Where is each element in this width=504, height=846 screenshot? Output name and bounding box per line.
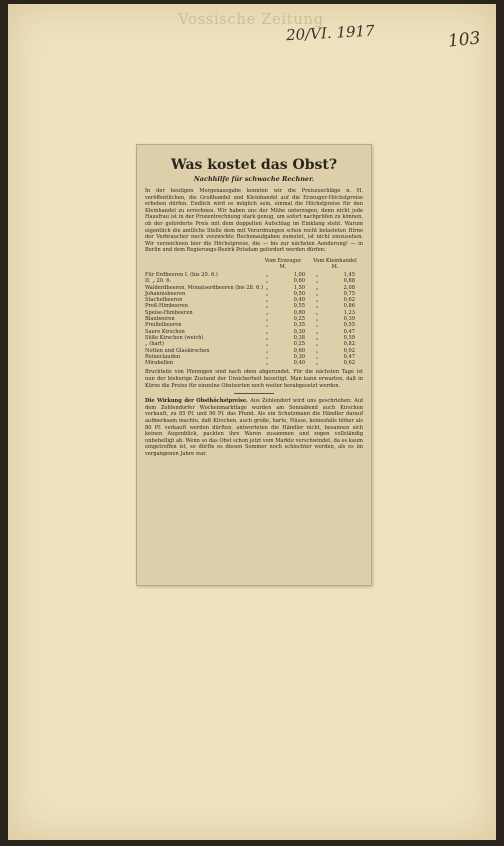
producer-price: 0,25: [293, 316, 305, 323]
producer-price: 0,55: [293, 303, 305, 310]
producer-price: 0,38: [293, 334, 305, 341]
handwritten-page-number: 103: [447, 28, 482, 52]
fruit-name: Preß-Himbeeren: [145, 303, 188, 310]
retail-column-header: Vom Kleinhandel M.: [313, 257, 357, 270]
retail-price: 0,62: [343, 360, 355, 367]
producer-price: 0,60: [293, 347, 305, 354]
retail-price: 0,88: [343, 278, 355, 285]
section-title: Die Wirkung der Obsthöchstpreise.: [145, 398, 248, 405]
retail-price: 0,55: [343, 322, 355, 329]
newspaper-masthead: Vossische Zeitung: [178, 10, 324, 28]
ditto-mark: „: [265, 360, 269, 367]
ditto-mark: „: [315, 322, 319, 329]
retail-price: 0,75: [343, 290, 355, 297]
price-table-body: [145, 272, 363, 366]
ditto-mark: „: [265, 284, 269, 291]
newspaper-clipping: [136, 144, 372, 586]
retail-price: 0,92: [343, 347, 355, 354]
ditto-mark: „: [265, 347, 269, 354]
ditto-mark: „: [265, 322, 269, 329]
fruit-name: Notten und Glaskirschen: [145, 347, 210, 354]
ditto-mark: „: [265, 290, 269, 297]
producer-price: 0,25: [293, 341, 305, 348]
price-row: [145, 360, 363, 366]
producer-price: 1,50: [293, 284, 305, 291]
price-table-header: [145, 258, 361, 270]
ditto-mark: „: [265, 328, 269, 335]
article-subheadline: Nachhilfe für schwache Rechner.: [193, 175, 315, 183]
producer-price: 0,30: [293, 328, 305, 335]
fruit-name: Mirabellen: [145, 360, 174, 367]
ditto-mark: „: [315, 309, 319, 316]
price-table: [145, 272, 363, 366]
section-divider: [234, 393, 274, 394]
section-text: Aus Zehlendorf wird uns geschrieben: Auf dem Zehlendorfer Wochenmarkttage wurden am Sonnabend auch Kirschen verkauft, zu 85 Pf. und 90 Pf. das Pfund. Als ein Schutzmann die Händler darauf aufmerksam machte, daß Kirschen, auch große, harte, Nüsse, keinesfalls höher als 80 Pf. verkauft werden dürften, antworteten die Händler nicht, besannen sich keinen Augenblick, packten ihre Waren zusammen und zogen vollständig unbehelligt ab. Wenn so das Obst schon jetzt vom Markte verschwindet, da es kaum eingetroffen ist, so dürfte es diesen Sommer noch schlechter werden, als es im vergangenen Jahre war.: [145, 398, 364, 457]
retail-price: 0,59: [343, 334, 355, 341]
producer-price: 0,50: [293, 290, 305, 297]
fruit-name: Für Erdbeeren I. (bis 20. 6.): [145, 271, 218, 278]
producer-price: 0,80: [293, 309, 305, 316]
article-section: [145, 398, 363, 457]
producer-price: 0,40: [293, 360, 305, 367]
ditto-mark: „: [265, 334, 269, 341]
retail-price: 0,82: [343, 341, 355, 348]
ditto-mark: „: [265, 316, 269, 323]
fruit-name: Walderdbeeren, Monatserdbeeren (bis 28. 6.): [145, 284, 263, 291]
ditto-mark: „: [315, 290, 319, 297]
ditto-mark: „: [265, 303, 269, 310]
fruit-name: Blaubeeren: [145, 316, 175, 323]
producer-price: 0,40: [293, 297, 305, 304]
article-after-table: Bruchteile von Pfennigen sind nach oben abgerundet. Für die nächsten Tage ist nun der bisherige Zustand der Unsicherheit beseitigt. Man kann erwarten, daß in Kürze die Preise für einzelne Obstsorten noch weiter herabgesetzt werden.: [145, 369, 363, 389]
fruit-name: II. „ 20. 6.: [145, 278, 172, 285]
fruit-name: Reineclauden: [145, 353, 181, 360]
fruit-name: „ (hart): [145, 341, 165, 348]
fruit-name: Süße Kirschen (weich): [145, 334, 204, 341]
retail-price: 0,47: [343, 353, 355, 360]
ditto-mark: „: [315, 284, 319, 291]
retail-price: 2,08: [343, 284, 355, 291]
ditto-mark: „: [265, 278, 269, 285]
producer-price: 1,00: [293, 271, 305, 278]
ditto-mark: „: [265, 341, 269, 348]
ditto-mark: „: [315, 360, 319, 367]
ditto-mark: „: [265, 297, 269, 304]
ditto-mark: „: [315, 278, 319, 285]
ditto-mark: „: [315, 303, 319, 310]
ditto-mark: „: [315, 316, 319, 323]
ditto-mark: „: [315, 271, 319, 278]
archive-sheet: [8, 4, 496, 840]
producer-column-header: Vom Erzeuger M.: [264, 257, 302, 270]
ditto-mark: „: [265, 271, 269, 278]
retail-price: 1,23: [343, 309, 355, 316]
fruit-name: Speise-Himbeeren: [145, 309, 193, 316]
retail-price: 1,45: [343, 271, 355, 278]
ditto-mark: „: [315, 341, 319, 348]
ditto-mark: „: [315, 297, 319, 304]
fruit-name: Johannisbeeren: [145, 290, 186, 297]
handwritten-date: 20/VI. 1917: [285, 21, 376, 45]
retail-price: 0,86: [343, 303, 355, 310]
producer-price: 0,60: [293, 278, 305, 285]
retail-price: 0,39: [343, 316, 355, 323]
ditto-mark: „: [265, 309, 269, 316]
article-headline: Was kostet das Obst?: [170, 157, 338, 173]
producer-price: 0,30: [293, 353, 305, 360]
retail-price: 0,47: [343, 328, 355, 335]
producer-price: 0,35: [293, 322, 305, 329]
retail-price: 0,62: [343, 297, 355, 304]
fruit-name: Preißelbeeren: [145, 322, 182, 329]
fruit-name: Stachelbeeren: [145, 297, 183, 304]
article-intro: In der heutigen Morgenausgabe konnten wir die Preiszuschläge n. H. veröffentlichen, die Großhandel und Kleinhandel auf die Erzeuger-Höchstpreise erheben dürfen. Endlich wird es möglich sein, einmal die Höchstpreise für den Kleinhandel zu errechnen. Wir haben uns der Mühe unterzogen, denn nicht jede Hausfrau ist in der Prozentrechnung stark genug, um sofort nachprüfen zu können, ob der geforderte Preis mit dem doppelten Aufschlag im Einklang steht. Warum eigentlich die amtliche Stelle dem mit Verordnungen schon recht belasteten Hirne der Verbraucher noch verzwickte Rechenaufgaben zumutet, ist nicht einzusehen. Wir verzeichnen hier die Höchstpreise, die — bis zur nächsten Aenderung! — in Berlin und dem Regierungs-Bezirk Potsdam gefordert werden dürfen:: [145, 188, 363, 254]
ditto-mark: „: [315, 328, 319, 335]
ditto-mark: „: [315, 334, 319, 341]
ditto-mark: „: [265, 353, 269, 360]
ditto-mark: „: [315, 347, 319, 354]
ditto-mark: „: [315, 353, 319, 360]
fruit-name: Saure Kirschen: [145, 328, 185, 335]
